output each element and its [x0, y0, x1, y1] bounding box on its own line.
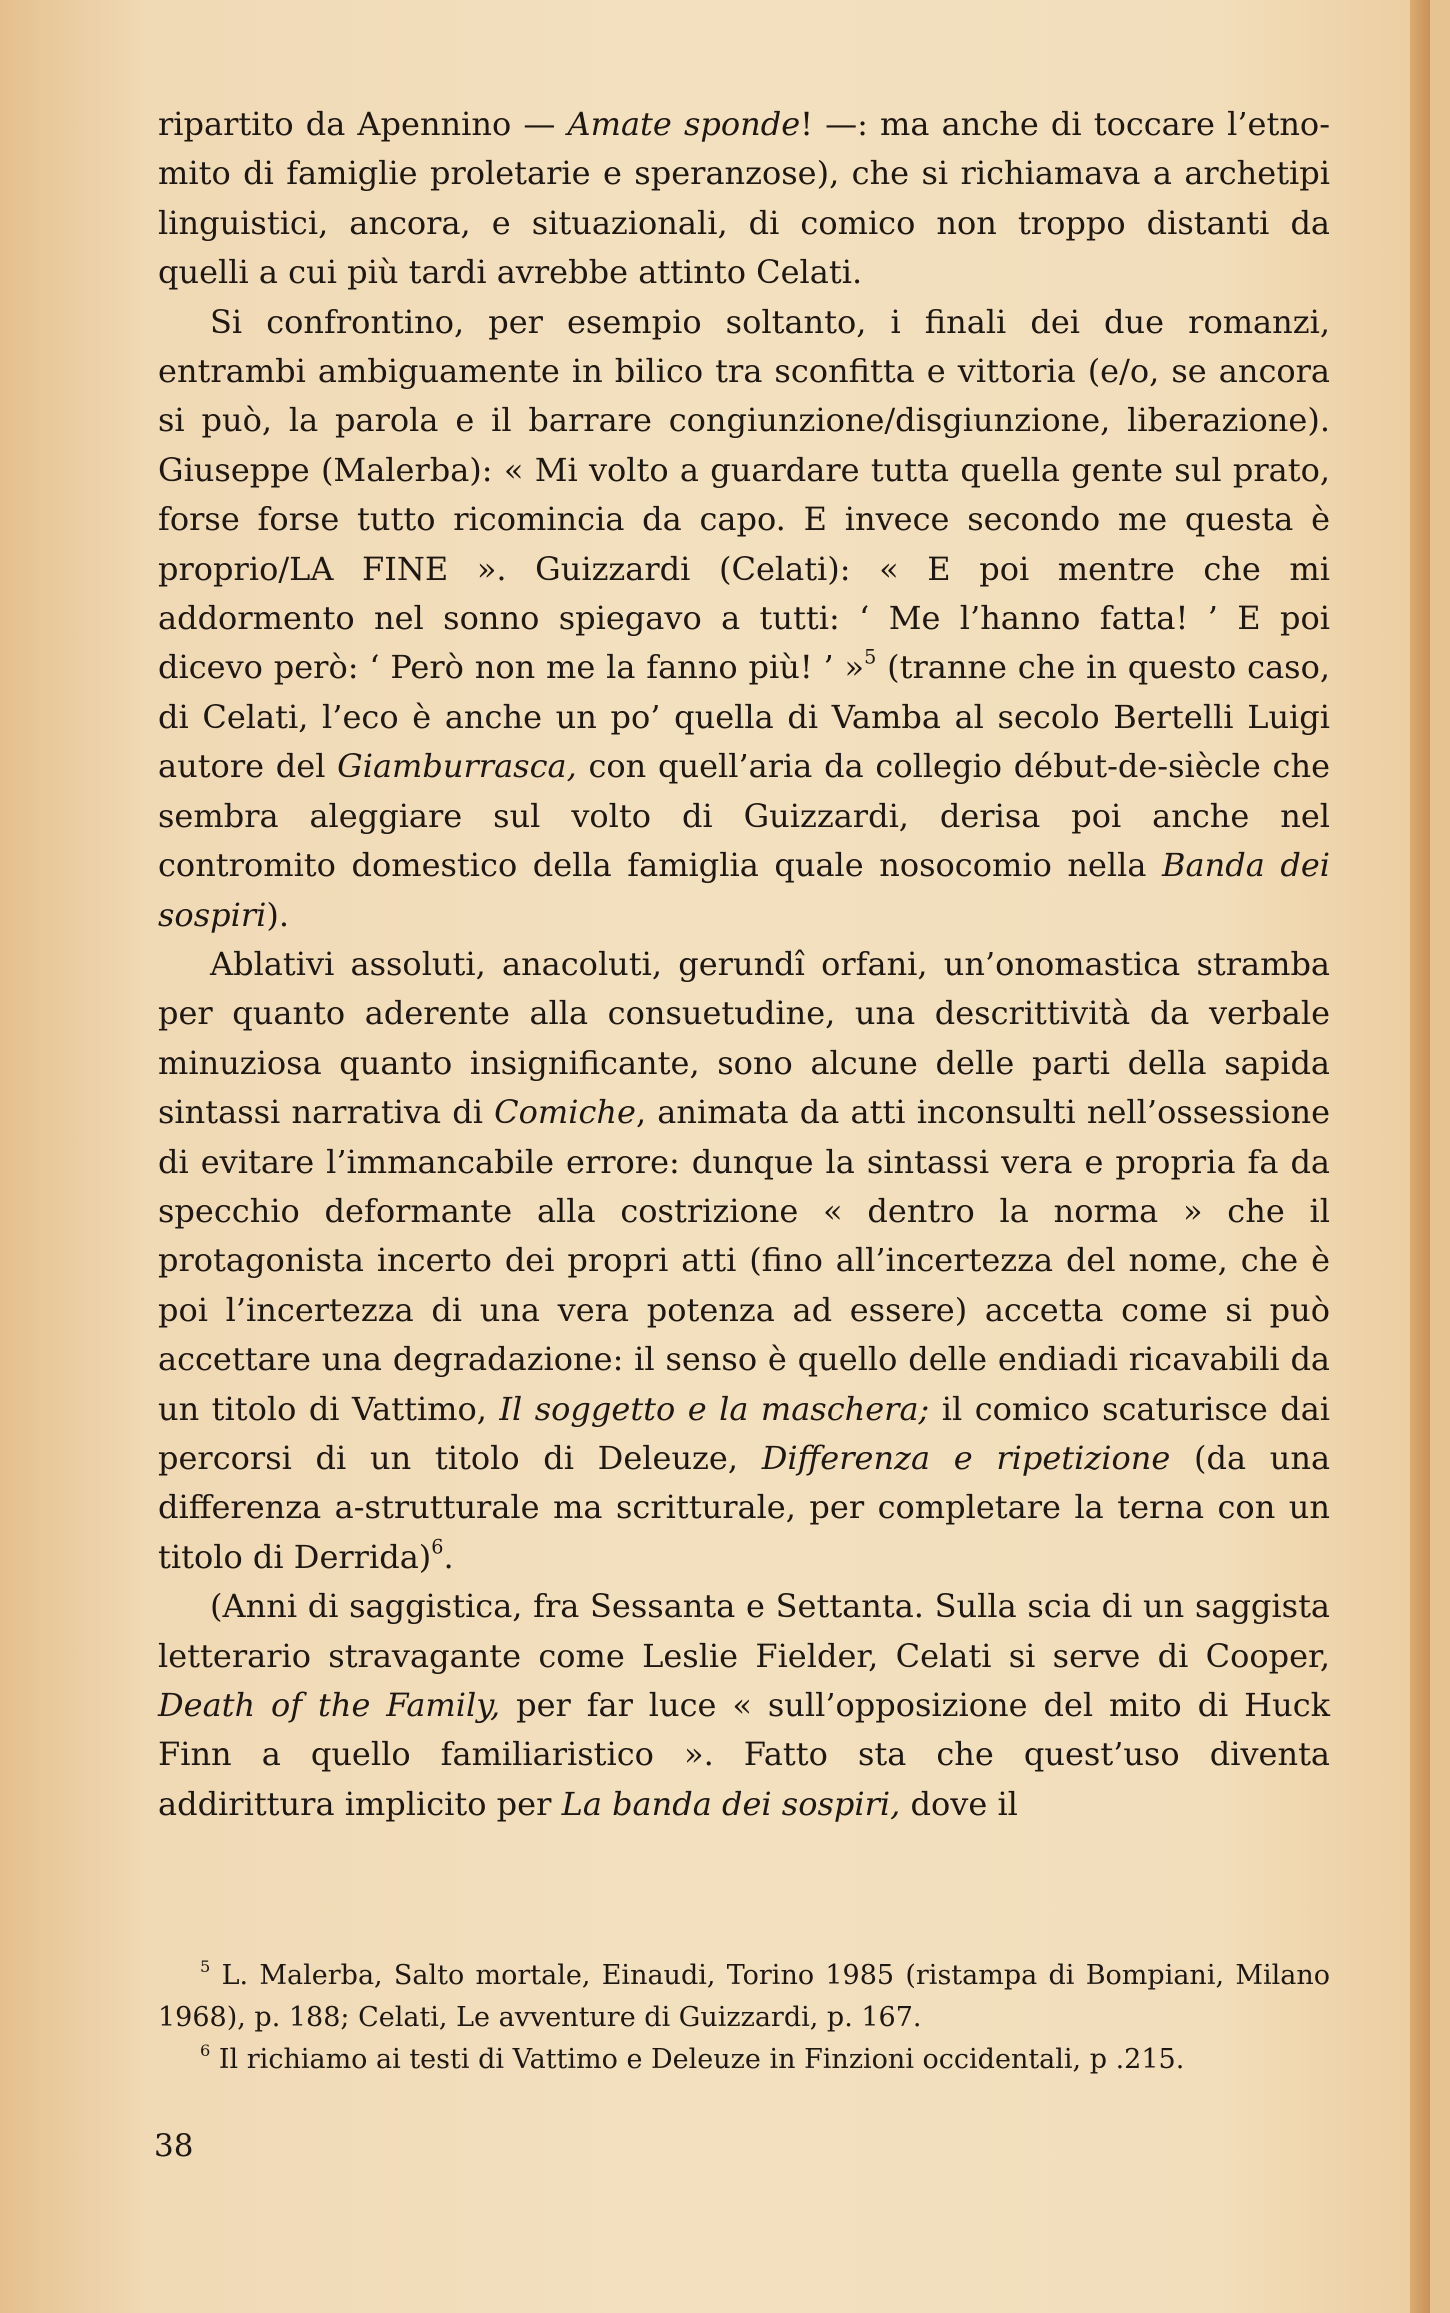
italic-title: Death of the Family,: [158, 1686, 501, 1724]
text-run: ).: [266, 895, 290, 934]
footnote-ref: 5: [200, 1956, 211, 1976]
text-run: p .215.: [1081, 2044, 1185, 2075]
text-run: Ablativi assoluti, anacoluti, gerundî orfani, un’onomastica stramba per quanto aderente alla consuetudine, una descrittività da verbale minuziosa quanto insignificante, sono alcune delle parti della sapida sintassi narrativa di: [158, 944, 1330, 1132]
text-run: dove il: [900, 1784, 1018, 1823]
italic-title: Differenza e ripetizione: [761, 1438, 1171, 1477]
footnote-5: [158, 1955, 1330, 2039]
text-run: ripartito da Apennino —: [158, 105, 568, 143]
text-run: .: [443, 1537, 454, 1576]
paragraph-1: [158, 100, 1330, 298]
italic-title: Finzioni occidentali,: [804, 2044, 1082, 2075]
paragraph-3: [158, 940, 1330, 1582]
text-run: (Anni di saggistica, fra Sessanta e Settanta. Sulla scia di un saggista letterario stravagante come Leslie Fielder, Celati si serve di Cooper,: [158, 1587, 1330, 1675]
italic-title: Banda dei sospiri: [158, 846, 1331, 934]
italic-title: Comiche: [494, 1093, 636, 1132]
italic-title: La banda dei sospiri,: [561, 1784, 901, 1823]
text-run: con quell’aria da collegio début-de-siècle che sembra aleggiare sul volto di Guizzardi, derisa poi anche nel contromito domestico della famiglia quale nosocomio nella: [158, 747, 1331, 885]
text-run: Il richiamo ai testi di Vattimo e Deleuze in: [210, 2044, 805, 2075]
italic-title: Salto mortale,: [393, 1960, 591, 1991]
italic-title: Giamburrasca,: [337, 747, 577, 786]
italic-title: Amate sponde: [567, 105, 801, 143]
paragraph-4: [158, 1582, 1330, 1829]
text-run: il comico scaturisce dai percorsi di un titolo di Deleuze,: [158, 1389, 1331, 1477]
footnote-ref: 5: [864, 646, 877, 670]
text-run: per far luce « sull’opposizione del mito di Huck Finn a quello familiaristico ». Fatto sta che quest’uso diventa addirittura implicito per: [158, 1686, 1330, 1823]
text-run: (da una differenza a-strutturale ma scritturale, per completare la terna con un titolo di Derrida): [158, 1438, 1331, 1576]
text-run: L. Malerba,: [210, 1960, 394, 1991]
text-run: p. 167.: [818, 2002, 922, 2033]
footnote-ref: 6: [200, 2040, 211, 2060]
footnotes: [158, 1955, 1330, 2081]
text-run: Einaudi, Torino 1985 (ristampa di Bompiani, Milano 1968), p. 188; Celati,: [158, 1960, 1330, 2033]
body-text: [158, 100, 1330, 1829]
footnote-6: [158, 2039, 1330, 2081]
paragraph-2: [158, 298, 1330, 940]
text-run: Si confrontino, per esempio soltanto, i finali dei due romanzi, entrambi ambiguamente in bilico tra sconfitta e vittoria (e/o, se ancora si può, la parola e il barrare congiunzione/disgiunzione, liberazione). Giuseppe (Malerba): « Mi volto a guardare tutta quella gente sul prato, forse forse tutto ricomincia da capo. E invece secondo me questa è proprio/LA FINE ». Guizzardi (Celati): « E poi mentre che mi addormento nel sonno spiegavo a tutti: ‘ Me l’hanno fatta! ’ E poi dicevo però: ‘ Però non me la fanno più! ’ »: [158, 302, 1330, 687]
text-run: ! —: ma anche di toccare l’etno-mito di famiglie proletarie e speranzose), che si richiamava a archetipi linguistici, ancora, e situazionali, di comico non troppo distanti da quelli a cui più tardi avrebbe attinto Celati.: [158, 105, 1331, 292]
footnote-ref: 6: [431, 1535, 444, 1559]
italic-title: Il soggetto e la maschera;: [499, 1389, 930, 1428]
italic-title: Le avventure di Guizzardi,: [456, 2002, 819, 2033]
text-run: (tranne che in questo caso, di Celati, l’eco è anche un po’ quella di Vamba al secolo Bertelli Luigi autore del: [158, 648, 1331, 786]
page-edge-shadow: [1410, 0, 1430, 2313]
text-run: , animata da atti inconsulti nell’ossessione di evitare l’immancabile errore: dunque la sintassi vera e propria fa da specchio deformante alla costrizione « dentro la norma » che il protagonista incerto dei propri atti (fino all’incertezza del nome, che è poi l’incertezza di una vera potenza ad essere) accetta come si può accettare una degradazione: il senso è quello delle endiadi ricavabili da un titolo di Vattimo,: [158, 1093, 1331, 1428]
page-number: 38: [154, 2128, 194, 2164]
